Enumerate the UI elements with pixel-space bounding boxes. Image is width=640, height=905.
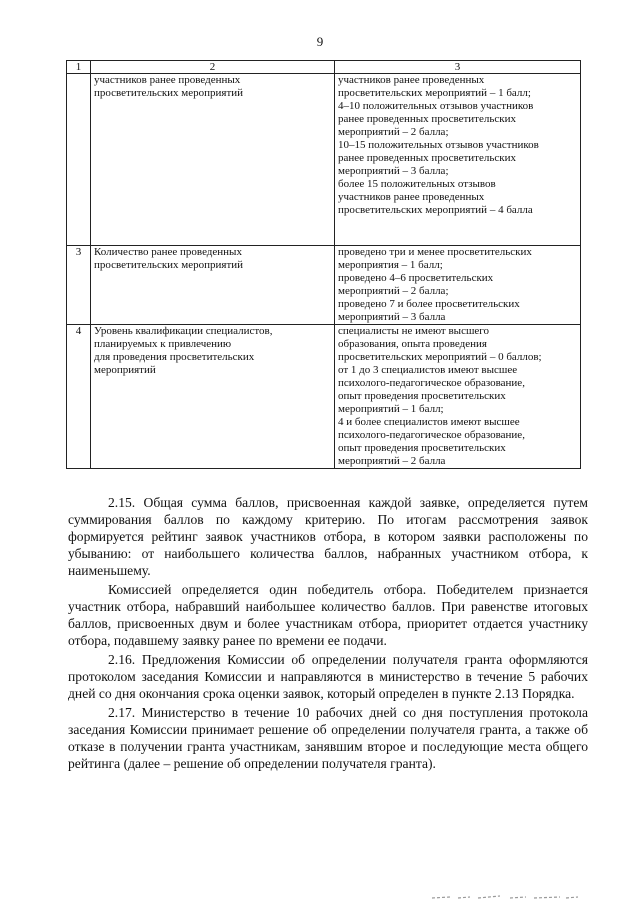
scoring-line: 10–15 положительных отзывов участников (338, 139, 539, 151)
paragraph-2-17: 2.17. Министерство в течение 10 рабочих дней со дня поступления протокола заседания Комиссии принимает решение об определении получателя гранта, а также об отказе в получении гранта участникам, занявшим второе и последующие места общего рейтинга (далее – решение об определении получателя гранта). (68, 705, 588, 771)
table-row (67, 246, 581, 325)
scoring-cell (335, 325, 581, 469)
scoring-line: участников ранее проведенных (338, 191, 485, 203)
scoring-line: проведено три и менее просветительских (338, 246, 532, 258)
row-number: 4 (67, 325, 91, 469)
paragraph-2-16: 2.16. Предложения Комиссии об определении получателя гранта оформляются протоколом заседания Комиссии и направляются в министерство в течение 5 рабочих дней со дня окончания срока оценки заявок, который определен в пункте 2.13 Порядка. (68, 652, 588, 701)
criterion-line: Количество ранее проведенных (94, 246, 242, 258)
criterion-line: участников ранее проведенных (94, 74, 241, 86)
criterion-line: просветительских мероприятий (94, 87, 244, 99)
criterion-line: мероприятий (94, 364, 156, 376)
scoring-line: более 15 положительных отзывов (338, 178, 496, 190)
scoring-line: психолого-педагогическое образование, (338, 377, 525, 389)
table-row (67, 325, 581, 469)
scoring-cell (335, 246, 581, 325)
scoring-line: мероприятий – 2 балла; (338, 126, 449, 138)
scoring-line: мероприятия – 1 балл; (338, 259, 443, 271)
criterion-line: планируемых к привлечению (94, 338, 232, 350)
column-header-criterion: 2 (91, 61, 335, 74)
paragraph-2-15: 2.15. Общая сумма баллов, присвоенная каждой заявке, определяется путем суммирования баллов по каждому критерию. По итогам рассмотрения заявок формируется рейтинг заявок участников отбора, в котором заявки расположены по убыванию: от наибольшего количества баллов, набранных участником отбора, к наименьшему. (68, 495, 588, 578)
scoring-line: образования, опыта проведения (338, 338, 487, 350)
scoring-line: ранее проведенных просветительских (338, 113, 516, 125)
scoring-line: участников ранее проведенных (338, 74, 485, 86)
scoring-line: мероприятий – 3 балла; (338, 165, 449, 177)
scoring-line: мероприятий – 2 балла (338, 455, 446, 467)
scoring-line: опыт проведения просветительских (338, 390, 506, 402)
column-header-number: 1 (67, 61, 91, 74)
criterion-cell (91, 325, 335, 469)
scoring-line: опыт проведения просветительских (338, 442, 506, 454)
scoring-line: мероприятий – 3 балла (338, 311, 446, 323)
scoring-line: ранее проведенных просветительских (338, 152, 516, 164)
scoring-line: от 1 до 3 специалистов имеют высшее (338, 364, 518, 376)
scoring-line: просветительских мероприятий – 0 баллов; (338, 351, 542, 363)
paragraph-winner: Комиссией определяется один победитель отбора. Победителем признается участник отбора, набравший наибольшее количество баллов. При равенстве итоговых баллов, присвоенных двум и более участникам отбора, приоритет отдается участнику отбора, подавшему заявку ранее по времени ее подачи. (68, 582, 588, 648)
scoring-cell (335, 74, 581, 246)
scoring-line: мероприятий – 2 балла; (338, 285, 449, 297)
criterion-cell (91, 246, 335, 325)
criterion-line: для проведения просветительских (94, 351, 255, 363)
scoring-line: психолого-педагогическое образование, (338, 429, 525, 441)
scoring-line: проведено 7 и более просветительских (338, 298, 520, 310)
scoring-line: просветительских мероприятий – 1 балл; (338, 87, 531, 99)
criterion-cell (91, 74, 335, 246)
scoring-line: 4 и более специалистов имеют высшее (338, 416, 520, 428)
column-header-scoring: 3 (335, 61, 581, 74)
scoring-line: проведено 4–6 просветительских (338, 272, 494, 284)
scoring-line: 4–10 положительных отзывов участников (338, 100, 534, 112)
scoring-line: специалисты не имеют высшего (338, 325, 490, 337)
table-header-row (67, 61, 581, 74)
table-row (67, 74, 581, 246)
scoring-line: мероприятий – 1 балл; (338, 403, 444, 415)
criterion-line: просветительских мероприятий (94, 259, 244, 271)
row-number (67, 74, 91, 246)
row-number: 3 (67, 246, 91, 325)
body-text (68, 494, 588, 774)
scan-artifact (430, 893, 580, 901)
criteria-table (66, 60, 581, 469)
criterion-line: Уровень квалификации специалистов, (94, 325, 273, 337)
page-number: 9 (316, 34, 324, 49)
scoring-line: просветительских мероприятий – 4 балла (338, 204, 533, 216)
